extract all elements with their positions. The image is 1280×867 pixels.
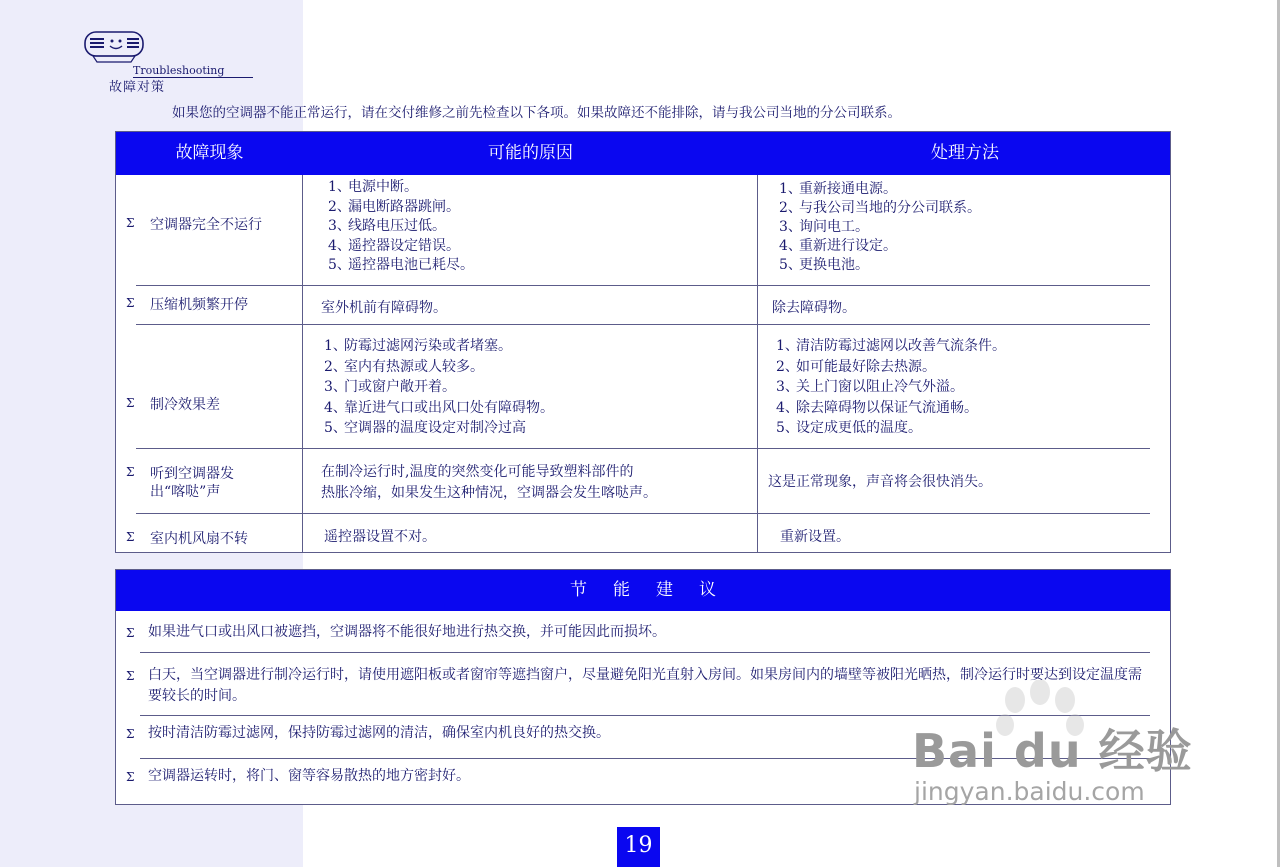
list-item: 2、如可能最好除去热源。 — [776, 358, 936, 375]
list-item: 2、漏电断路器跳闸。 — [328, 198, 460, 215]
column-divider — [757, 175, 758, 553]
page-number: 19 — [617, 827, 660, 867]
symptom-text: 制冷效果差 — [150, 397, 220, 413]
header-symptom: 故障现象 — [175, 143, 244, 163]
list-item: 1、电源中断。 — [328, 179, 418, 195]
list-item: 2、室内有热源或人较多。 — [324, 358, 484, 375]
remedy-text: 除去障碍物。 — [772, 300, 856, 316]
header-remedy: 处理方法 — [931, 143, 999, 163]
bullet-icon: Ʃ — [126, 626, 135, 640]
bullet-icon: Ʃ — [126, 216, 135, 230]
list-item: 2、与我公司当地的分公司联系。 — [779, 200, 981, 216]
symptom-text: 室内机风扇不转 — [150, 531, 248, 547]
list-item: 5、设定成更低的温度。 — [776, 420, 922, 436]
header-cause: 可能的原因 — [488, 143, 573, 163]
list-item: 5、更换电池。 — [779, 257, 869, 273]
intro-paragraph: 如果您的空调器不能正常运行，请在交付维修之前先检查以下各项。如果故障还不能排除，请与我公司当地的分公司联系。 — [172, 105, 901, 121]
bullet-icon: Ʃ — [126, 669, 135, 683]
list-item: 3、线路电压过低。 — [328, 218, 446, 234]
tip-divider — [140, 652, 1150, 653]
list-item: 5、遥控器电池已耗尽。 — [328, 257, 474, 273]
bullet-icon: Ʃ — [126, 727, 135, 741]
energy-tips-title: 节能建议 — [116, 570, 1170, 611]
row-divider — [136, 513, 1150, 514]
remedy-text: 重新设置。 — [780, 529, 850, 545]
list-item: 4、遥控器设定错误。 — [328, 237, 460, 254]
row-divider — [136, 324, 1150, 325]
remedy-list — [779, 180, 981, 275]
table-header-row — [116, 132, 1170, 175]
cause-text: 室外机前有障碍物。 — [321, 300, 447, 316]
watermark-url: jingyan.baidu.com — [914, 777, 1145, 806]
tip-item: 如果进气口或出风口被遮挡，空调器将不能很好地进行热交换，并可能因此而损坏。 — [148, 624, 666, 640]
bullet-icon: Ʃ — [126, 530, 135, 544]
bullet-icon: Ʃ — [126, 296, 135, 310]
bullet-icon: Ʃ — [126, 465, 135, 479]
remedy-list — [776, 336, 1006, 439]
symptom-text: 空调器完全不运行 — [150, 217, 262, 233]
section-title-english: Troubleshooting — [133, 64, 225, 77]
list-item: 1、防霉过滤网污染或者堵塞。 — [324, 338, 512, 354]
cause-text-line2: 热胀冷缩，如果发生这种情况，空调器会发生喀哒声。 — [321, 485, 657, 501]
watermark-brand: Bai du 经验 — [912, 724, 1193, 778]
symptom-text-line2: 出“喀哒”声 — [150, 484, 221, 500]
symptom-text-line1: 听到空调器发 — [150, 466, 234, 482]
list-item: 3、询问电工。 — [779, 219, 869, 235]
tip-item: 空调器运转时，将门、窗等容易散热的地方密封好。 — [148, 768, 470, 784]
list-item: 3、门或窗户敞开着。 — [324, 379, 456, 395]
symptom-text: 压缩机频繁开停 — [150, 297, 248, 313]
list-item: 4、靠近进气口或出风口处有障碍物。 — [324, 399, 554, 416]
row-divider — [136, 448, 1150, 449]
cause-text: 遥控器设置不对。 — [324, 529, 436, 545]
section-title-chinese: 故障对策 — [109, 80, 166, 95]
list-item: 4、除去障碍物以保证气流通畅。 — [776, 399, 978, 416]
cause-list — [328, 178, 474, 276]
cause-text-line1: 在制冷运行时,温度的突然变化可能导致塑料部件的 — [321, 464, 634, 480]
list-item: 1、清洁防霉过滤网以改善气流条件。 — [776, 338, 1006, 354]
list-item: 1、重新接通电源。 — [779, 181, 897, 197]
tip-item: 白天，当空调器进行制冷运行时，请使用遮阳板或者窗帘等遮挡窗户，尽量避免阳光直射入房间。如果房间内的墙壁等被阳光晒热，制冷运行时要达到设定温度需要较长的时间。 — [148, 667, 1142, 704]
troubleshooting-table — [115, 131, 1171, 553]
row-divider — [136, 285, 1150, 286]
bullet-icon: Ʃ — [126, 770, 135, 784]
bullet-icon: Ʃ — [126, 396, 135, 410]
air-conditioner-logo-icon — [83, 30, 145, 64]
remedy-text: 这是正常现象，声音将会很快消失。 — [768, 474, 992, 490]
column-divider — [302, 175, 303, 553]
cause-list — [324, 336, 554, 439]
list-item: 3、关上门窗以阻止冷气外溢。 — [776, 379, 964, 395]
tip-item: 按时清洁防霉过滤网，保持防霉过滤网的清洁，确保室内机良好的热交换。 — [148, 725, 610, 741]
list-item: 4、重新进行设定。 — [779, 238, 897, 254]
list-item: 5、空调器的温度设定对制冷过高 — [324, 420, 526, 436]
